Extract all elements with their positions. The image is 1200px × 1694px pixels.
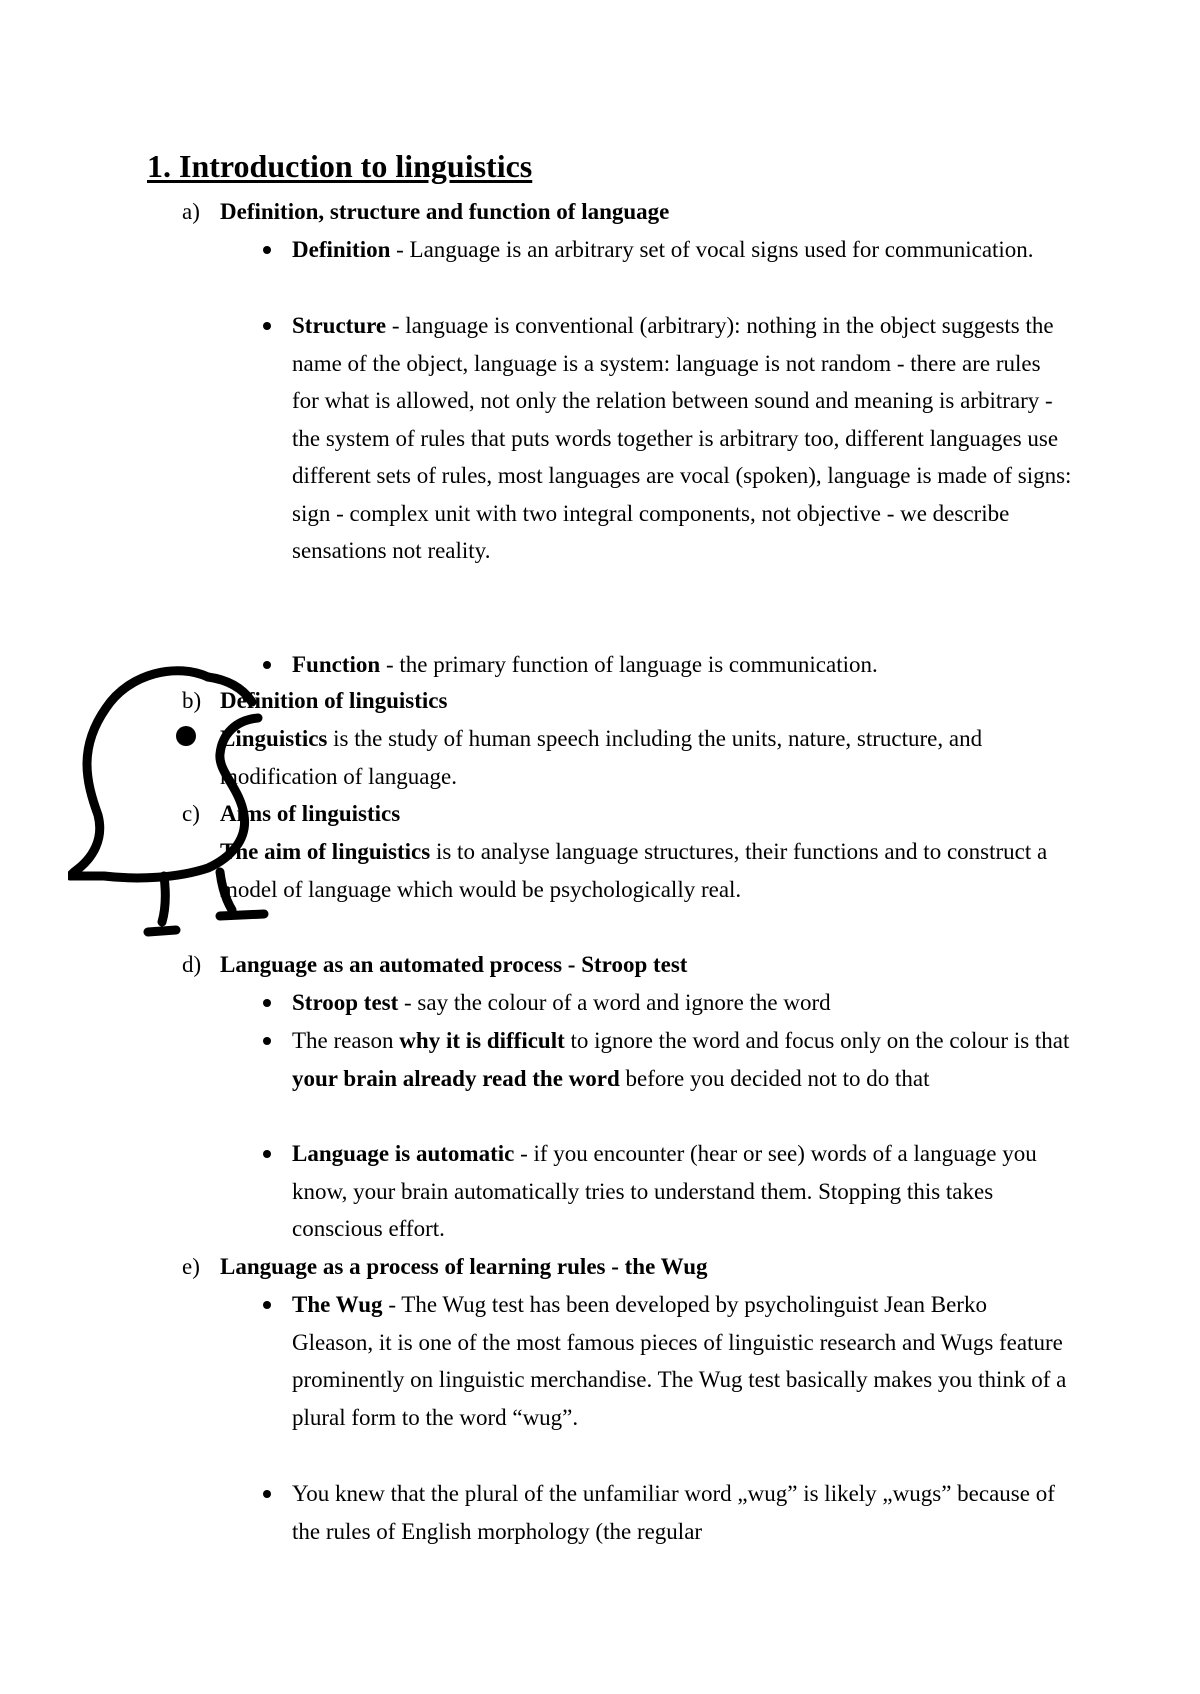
item-text: You knew that the plural of the unfamiliar word „wug” is likely „wugs” because of the rules of English morphology (the regular [292,1481,1055,1544]
section-paragraph-c [220,833,1060,908]
bullet-dot [263,246,271,254]
term-bold: Structure [292,313,387,338]
section-letter: b) [182,688,202,713]
list-item [292,646,1072,684]
term-bold: Stroop test [292,990,399,1015]
section-heading-a [182,193,669,231]
section-letter: e) [182,1254,200,1279]
list-item [292,1286,1072,1436]
list-item [292,984,1072,1022]
term-bold: Language is automatic [292,1141,515,1166]
term-bold: Definition [292,237,391,262]
item-text: - Language is an arbitrary set of vocal signs used for communication. [390,237,1034,262]
section-title: Aims of linguistics [220,801,401,826]
list-item [292,307,1072,570]
term-bold: The Wug [292,1292,383,1317]
wug-eye [176,726,196,746]
paragraph-text: is to analyse language structures, their functions and to construct a model of language which would be psychologically real. [220,839,1048,902]
item-text: - if you encounter (hear or see) words of a language you know, your brain automatically tries to understand them. Stopping this takes conscious effort. [292,1141,1037,1241]
section-letter: a) [182,199,200,224]
item-text: - say the colour of a word and ignore the word [398,990,831,1015]
item-text: to ignore the word and focus only on the colour is that [564,1028,1070,1053]
item-text: - The Wug test has been developed by psycholinguist Jean Berko Gleason, it is one of the most famous pieces of linguistic research and Wugs feature prominently on linguistic merchandise. The Wug test basically makes you think of a plural form to the word “wug”. [292,1292,1067,1430]
list-item [292,1135,1072,1248]
section-letter: c) [182,801,200,826]
item-text: - the primary function of language is communication. [380,652,878,677]
wug-bird-icon [68,660,288,1690]
page-title: 1. Introduction to linguistics [147,148,533,184]
section-letter: d) [182,952,202,977]
section-title: Definition of linguistics [220,688,448,713]
list-item [292,1475,1072,1550]
section-title: Language as a process of learning rules - the Wug [220,1254,708,1279]
term-bold: Function [292,652,381,677]
item-text: The reason [292,1028,400,1053]
paragraph-text: is the study of human speech including the units, nature, structure, and modification of language. [220,726,983,789]
emphasis-bold: why it is difficult [399,1028,565,1053]
section-title: Definition, structure and function of language [220,199,670,224]
section-paragraph-b [220,720,1060,795]
term-bold: Linguistics [220,726,328,751]
list-item [292,1022,1072,1097]
list-item [292,231,1072,269]
bullet-dot [263,322,271,330]
emphasis-bold: your brain already read the word [292,1065,620,1091]
item-text: before you decided not to do that [619,1065,930,1091]
term-bold: The aim of linguistics [220,839,431,864]
section-title: Language as an automated process - Stroop test [220,952,688,977]
item-text: - language is conventional (arbitrary): nothing in the object suggests the name of the object, language is a system: language is not random - there are rules for what is allowed, not only the relation between sound and meaning is arbitrary - the system of rules that puts words together is arbitrary too, different languages use different sets of rules, most languages are vocal (spoken), language is made of signs: sign - complex unit with two integral components, not objective - we describe sensations not reality. [292,313,1072,563]
